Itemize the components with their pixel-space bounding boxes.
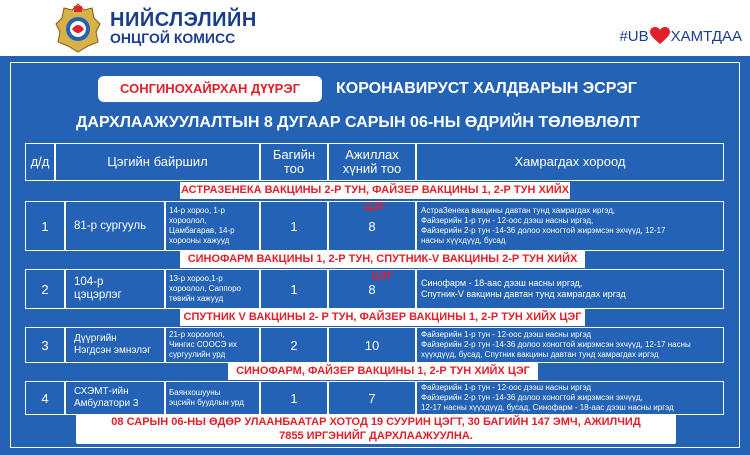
header-workers-l1: Ажиллах: [345, 147, 399, 162]
row2-address: [165, 269, 260, 309]
summary-line1: 08 САРЫН 06-НЫ ӨДӨР УЛААНБААТАР ХОТОД 19 СУУРИН ЦЭГТ, 30 БАГИЙН 147 ЭМЧ, АЖИЛЧИД: [111, 416, 641, 428]
header-coverage: Хамрагдах хороод: [416, 143, 724, 181]
title-line1: КОРОНАВИРУСТ ХАЛДВАРЫН ЭСРЭГ: [336, 80, 637, 97]
row1-coverage-l3: Файзерийн 2-р тун -14-36 долоо хоногтой жирэмсэн эхчүүд, 12-17: [421, 226, 666, 235]
row1-coverage: [416, 201, 724, 251]
row2-location-l2: цэцэрлэг: [74, 289, 122, 301]
title-line2: ДАРХЛААЖУУЛАЛТЫН 8 ДУГААР САРЫН 06-НЫ ӨДРИЙН ТӨЛӨВЛӨЛТ: [76, 114, 641, 131]
header-teams: [260, 143, 328, 181]
row4-workers: 7: [328, 381, 416, 415]
org-name-line1: НИЙСЛЭЛИЙН: [110, 9, 257, 31]
row4-no: 4: [25, 381, 65, 415]
row1-no: 1: [25, 201, 65, 251]
row2-location: [65, 269, 165, 309]
row4-coverage-l1: Файзерийн 1-р тун - 12-оос дээш насны иргэд: [421, 383, 592, 392]
hashtag: [619, 27, 742, 45]
hashtag-hamtdaa: ХАМТДАА: [670, 27, 742, 45]
row3-address-l1: 21-р хороолол,: [169, 330, 225, 339]
row2-teams: 1: [260, 269, 328, 309]
row1-address-l1: 14-р хороо, 1-р: [169, 206, 225, 215]
row2-address-l2: хороолол, Саппоро: [169, 284, 242, 293]
header-workers-l2: хүний тоо: [342, 161, 402, 176]
row1-address-l2: хороолол,: [169, 216, 207, 225]
row3-coverage-l1: Файзерийн 1-р тун - 12-оос дээш насны иргэд: [421, 330, 592, 339]
vaccine-band-4: СИНОФАРМ, ФАЙЗЕР ВАКЦИНЫ 1, 2-Р ТУН ХИЙХ ЦЭГ: [228, 363, 538, 380]
row2-coverage-l2: Спутник-V вакцины давтан тунд хамрагдах иргэд: [421, 289, 626, 299]
row4-coverage: [416, 381, 724, 415]
row1-coverage-l2: Файзерийн 1-р тун - 12-оос дээш насны иргэд,: [421, 216, 594, 225]
row2-coverage: [416, 269, 724, 309]
row2-address-l1: 13-р хороо,1-р: [169, 274, 223, 283]
row1-location: 81-р сургууль: [65, 201, 165, 251]
row3-teams: 2: [260, 327, 328, 363]
row2-coverage-l1: Синофарм - 18-аас дээш насны иргэд,: [421, 278, 583, 288]
row3-coverage-l3: хүүхдүүд, бусад, Спутник вакцины давтан тунд хамрагдах иргэд: [421, 350, 659, 359]
row2-workers: 8: [328, 269, 416, 309]
row4-location: [65, 381, 165, 415]
row1-coverage-l1: АстраЗенека вакцины давтан тунд хамрагдах иргэд,: [421, 206, 616, 215]
row3-address: [165, 327, 260, 363]
row4-location-l2: Амбулатори 3: [74, 398, 139, 409]
row4-address-l2: эцсийн буудлын урд: [169, 398, 244, 407]
row3-coverage-l2: Файзерийн 2-р тун -14-36 долоо хоногтой жирэмсэн эхчүүд, 12-17 насны: [421, 340, 691, 349]
header-teams-l2: тоо: [283, 161, 305, 176]
header-no: д/д: [25, 143, 55, 181]
row1-coverage-l4: насны хүүхдүүд, бусад: [421, 236, 506, 245]
row1-address: [165, 201, 260, 251]
row4-address-l1: Баянхошууны: [169, 388, 221, 397]
row1-workers: 8: [328, 201, 416, 251]
org-name-line2: ОНЦГОЙ КОМИСС: [110, 30, 236, 46]
summary-line2: 7855 ИРГЭНИЙГ ДАРХЛААЖУУЛНА.: [279, 430, 473, 442]
row4-teams: 1: [260, 381, 328, 415]
header-location: Цэгийн байршил: [55, 143, 260, 181]
row3-address-l2: Чингис СООСЭ их: [169, 340, 238, 349]
header-workers: [328, 143, 416, 181]
row2-location-l1: 104-р: [74, 276, 104, 288]
row4-coverage-l2: Файзерийн 2-р тун -14-36 долоо хоногтой жирэмсэн эхчүүд,: [421, 393, 643, 402]
hashtag-ub: #UB: [619, 27, 649, 45]
row3-location-l2: Нэгдсэн эмнэлэг: [74, 345, 151, 356]
row4-coverage-l3: 12-17 насны хүүхдүүд, бусад, Синофарм - 18-аас дээш насны иргэд: [421, 403, 674, 412]
header: [0, 0, 750, 56]
heart-icon: [650, 27, 670, 45]
row1-teams: 1: [260, 201, 328, 251]
row1-address-l3: Цамбагарав, 14-р: [169, 226, 235, 235]
vaccine-band-2: СИНОФАРМ ВАКЦИНЫ 1, 2-Р ТУН, СПУТНИК-V ВАКЦИНЫ 2-Р ТУН ХИЙХ ЦЭГ: [180, 251, 585, 268]
row3-location-l1: Дүүргийн: [74, 333, 117, 344]
row4-address: [165, 381, 260, 415]
row2-address-l3: төвийн хажууд: [169, 294, 224, 303]
row3-location: [65, 327, 165, 363]
vaccine-band-3: СПУТНИК V ВАКЦИНЫ 2- Р ТУН, ФАЙЗЕР ВАКЦИНЫ 1, 2-Р ТУН ХИЙХ ЦЭГ: [180, 309, 585, 326]
summary-banner: [76, 414, 676, 444]
header-teams-l1: Багийн: [272, 147, 316, 162]
row3-no: 3: [25, 327, 65, 363]
district-badge: СОНГИНОХАЙРХАН ДҮҮРЭГ: [98, 76, 322, 102]
row2-no: 2: [25, 269, 65, 309]
row1-address-l4: хорооны хажууд: [169, 236, 230, 245]
row3-coverage: [416, 327, 724, 363]
city-emblem-icon: [54, 2, 102, 54]
row4-location-l1: СХЭМТ-ийн: [74, 386, 129, 397]
vaccine-band-1: АСТРАЗЕНЕКА ВАКЦИНЫ 2-Р ТУН, ФАЙЗЕР ВАКЦИНЫ 1, 2-Р ТУН ХИЙХ ЦЭГ: [181, 184, 569, 213]
row3-workers: 10: [328, 327, 416, 363]
row3-address-l3: сургуулийн урд: [169, 350, 226, 359]
